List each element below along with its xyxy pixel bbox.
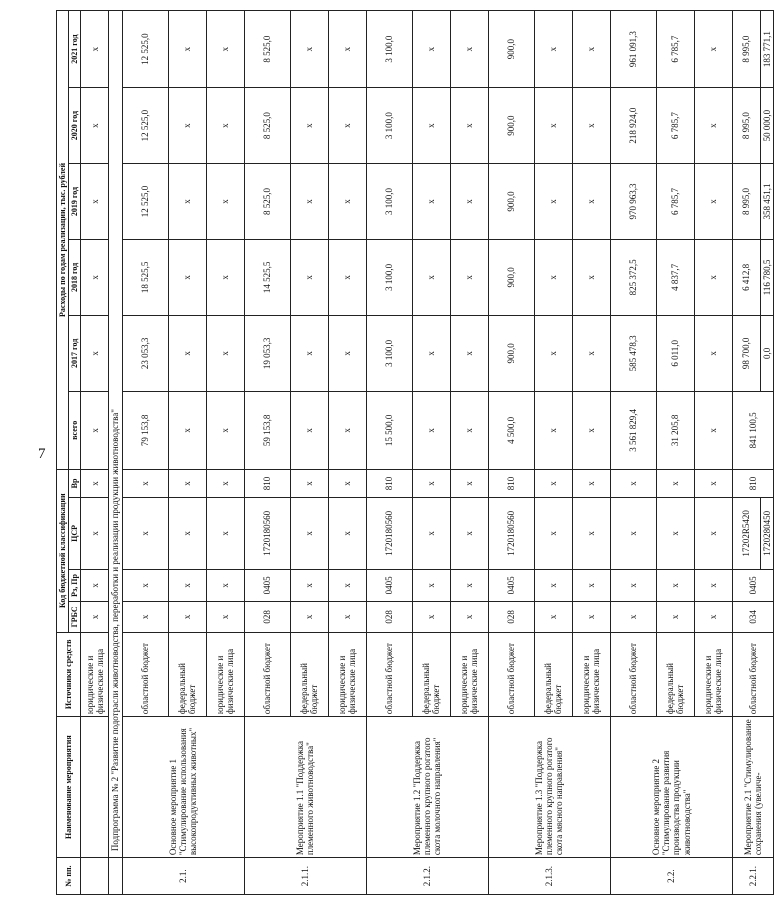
source-cell: юридические и физические лица: [572, 632, 610, 717]
cell: 4 500,0: [488, 391, 534, 469]
cell: x: [290, 164, 328, 240]
source-cell: юридические и физические лица: [694, 632, 732, 717]
cell: x: [450, 88, 488, 164]
cell: 15 500,0: [366, 391, 412, 469]
cell: x: [328, 469, 366, 497]
header-rzpr: Рз, Пр: [69, 569, 81, 602]
budget-table: [56, 10, 774, 895]
cell: 1720180560: [244, 498, 290, 570]
cell: 12 525,0: [122, 164, 168, 240]
subprogram-row: [109, 11, 122, 895]
cell: x: [412, 11, 450, 88]
header-num: № пп.: [57, 858, 81, 895]
header-2018: 2018 год: [69, 239, 81, 315]
cell: 900,0: [488, 239, 534, 315]
cell: 3 100,0: [366, 239, 412, 315]
cell: 1720180560: [488, 498, 534, 570]
cell: x: [81, 569, 109, 602]
cell: x: [534, 239, 572, 315]
cell: x: [450, 469, 488, 497]
cell: x: [572, 498, 610, 570]
cell: 116 780,5: [760, 239, 773, 315]
cell: x: [694, 315, 732, 391]
cell: x: [290, 569, 328, 602]
cell: x: [328, 602, 366, 632]
cell: x: [534, 602, 572, 632]
cell: 6 011,0: [656, 315, 694, 391]
cell: x: [450, 239, 488, 315]
cell: 8 995,0: [732, 88, 760, 164]
cell: 8 525,0: [244, 11, 290, 88]
cell: 6 412,8: [732, 239, 760, 315]
cell: x: [534, 391, 572, 469]
cell: x: [694, 498, 732, 570]
table-row: [366, 11, 412, 895]
cell: x: [81, 315, 109, 391]
cell: 79 153,8: [122, 391, 168, 469]
cell: x: [656, 602, 694, 632]
cell: x: [412, 469, 450, 497]
cell: x: [450, 498, 488, 570]
cell: 8 995,0: [732, 11, 760, 88]
cell: 900,0: [488, 88, 534, 164]
cell: 3 100,0: [366, 88, 412, 164]
subprogram-title: Подпрограмма № 2 "Развитие подотрасли животноводства, переработки и реализации продукции животноводства": [109, 11, 122, 858]
table-row: [732, 11, 760, 895]
table-row: [488, 11, 534, 895]
cell: 0,0: [760, 315, 773, 391]
cell: x: [694, 602, 732, 632]
cell: x: [206, 498, 244, 570]
cell: 19 053,3: [244, 315, 290, 391]
cell: x: [290, 11, 328, 88]
cell: x: [450, 164, 488, 240]
cell: 810: [244, 469, 290, 497]
cell: 218 924,0: [610, 88, 656, 164]
row-number: 2.1.: [122, 858, 244, 895]
measure-name: Мероприятие 1.1 "Поддержка племенного животноводства": [244, 717, 366, 858]
cell: x: [328, 569, 366, 602]
cell: x: [534, 88, 572, 164]
cell: x: [206, 164, 244, 240]
row-number: 2.1.2.: [366, 858, 488, 895]
row-number: 2.2.1.: [732, 858, 773, 895]
source-cell: юридические и физические лица: [450, 632, 488, 717]
cell: x: [122, 498, 168, 570]
cell: x: [572, 315, 610, 391]
rotated-page-content: [56, 10, 772, 895]
cell: 6 785,7: [656, 11, 694, 88]
measure-name: Основное мероприятие 1 "Стимулирование использования высокопродуктивных животных": [122, 717, 244, 858]
cell: x: [610, 498, 656, 570]
cell: 028: [244, 602, 290, 632]
header-expense-group: Расходы по годам реализации, тыс. рублей: [57, 11, 69, 470]
cell: 028: [366, 602, 412, 632]
cell: x: [328, 315, 366, 391]
cell: x: [328, 391, 366, 469]
row-number: 2.2.: [610, 858, 732, 895]
cell: x: [81, 11, 109, 88]
cell: x: [290, 315, 328, 391]
source-cell: федеральный бюджет: [412, 632, 450, 717]
source-cell: областной бюджет: [732, 632, 773, 717]
cell: x: [81, 239, 109, 315]
cell: 8 995,0: [732, 164, 760, 240]
cell: x: [412, 602, 450, 632]
cell: x: [534, 11, 572, 88]
cell: x: [328, 88, 366, 164]
cell: x: [412, 315, 450, 391]
cell: x: [694, 88, 732, 164]
cell: 3 100,0: [366, 11, 412, 88]
cell: x: [412, 569, 450, 602]
cell: 3 561 829,4: [610, 391, 656, 469]
cell: x: [206, 602, 244, 632]
cell: x: [168, 569, 206, 602]
header-grbs: ГРБС: [69, 602, 81, 632]
cell: x: [81, 164, 109, 240]
cell: 900,0: [488, 164, 534, 240]
cell: x: [328, 164, 366, 240]
cell: 810: [732, 469, 773, 497]
row-number: 2.1.1.: [244, 858, 366, 895]
table-row: [81, 11, 109, 895]
cell: x: [122, 469, 168, 497]
cell: x: [81, 498, 109, 570]
cell: x: [610, 469, 656, 497]
cell: x: [290, 391, 328, 469]
cell: 585 478,3: [610, 315, 656, 391]
cell: x: [206, 469, 244, 497]
cell: x: [168, 164, 206, 240]
cell: x: [290, 88, 328, 164]
cell: 841 100,5: [732, 391, 773, 469]
cell: x: [81, 602, 109, 632]
cell: 14 525,5: [244, 239, 290, 315]
cell: x: [168, 469, 206, 497]
source-cell: областной бюджет: [488, 632, 534, 717]
cell: x: [412, 88, 450, 164]
cell: x: [534, 469, 572, 497]
header-code-group: Код бюджетной классификации: [57, 469, 69, 632]
cell: x: [328, 239, 366, 315]
table-row: [122, 11, 168, 895]
source-cell: федеральный бюджет: [656, 632, 694, 717]
cell: x: [412, 239, 450, 315]
row-number: 2.1.3.: [488, 858, 610, 895]
cell: x: [206, 88, 244, 164]
cell: x: [572, 391, 610, 469]
cell: x: [168, 602, 206, 632]
cell: x: [412, 164, 450, 240]
cell: x: [450, 315, 488, 391]
cell: x: [206, 391, 244, 469]
cell: 18 525,5: [122, 239, 168, 315]
cell: x: [328, 498, 366, 570]
cell: x: [206, 11, 244, 88]
cell: x: [290, 239, 328, 315]
cell: x: [694, 469, 732, 497]
cell: 825 372,5: [610, 239, 656, 315]
cell: 0405: [488, 569, 534, 602]
source-cell: областной бюджет: [610, 632, 656, 717]
cell: x: [206, 569, 244, 602]
cell: x: [610, 569, 656, 602]
cell: x: [572, 88, 610, 164]
source-cell: юридические и физические лица: [81, 632, 109, 717]
cell: 50 000,0: [760, 88, 773, 164]
source-cell: областной бюджет: [122, 632, 168, 717]
cell: x: [450, 11, 488, 88]
measure-name: Мероприятие 1.3 "Поддержка племенного крупного рогатого скота мясного направления": [488, 717, 610, 858]
cell: 1720180560: [366, 498, 412, 570]
cell: x: [656, 569, 694, 602]
measure-name: Мероприятие 2.1 "Стимулирование сохранения (увеличе-: [732, 717, 773, 858]
cell: x: [572, 11, 610, 88]
header-2017: 2017 год: [69, 315, 81, 391]
cell: 810: [366, 469, 412, 497]
cell: 0405: [366, 569, 412, 602]
cell: x: [534, 498, 572, 570]
measure-name: Основное мероприятие 2 "Стимулирование развития производства продукции животноводства": [610, 717, 732, 858]
source-cell: областной бюджет: [244, 632, 290, 717]
cell: x: [412, 391, 450, 469]
cell: 3 100,0: [366, 164, 412, 240]
cell: x: [534, 164, 572, 240]
cell: 900,0: [488, 11, 534, 88]
source-cell: областной бюджет: [366, 632, 412, 717]
cell: 183 771,1: [760, 11, 773, 88]
cell: 970 963,3: [610, 164, 656, 240]
cell: x: [328, 11, 366, 88]
header-csr: ЦСР: [69, 498, 81, 570]
cell: x: [168, 391, 206, 469]
cell: x: [572, 469, 610, 497]
cell: 12 525,0: [122, 11, 168, 88]
cell: x: [694, 569, 732, 602]
measure-name: Мероприятие 1.2 "Поддержка племенного крупного рогатого скота молочного направления": [366, 717, 488, 858]
cell: x: [206, 239, 244, 315]
cell: 3 100,0: [366, 315, 412, 391]
cell: 034: [732, 602, 773, 632]
table-row: [610, 11, 656, 895]
cell: x: [572, 569, 610, 602]
header-2019: 2019 год: [69, 164, 81, 240]
cell: x: [168, 315, 206, 391]
cell: x: [206, 315, 244, 391]
cell: x: [168, 239, 206, 315]
header-total: всего: [69, 391, 81, 469]
cell: x: [694, 164, 732, 240]
cell: 12 525,0: [122, 88, 168, 164]
header-vr: Вр: [69, 469, 81, 497]
cell: 59 153,8: [244, 391, 290, 469]
cell: x: [534, 315, 572, 391]
cell: 4 837,7: [656, 239, 694, 315]
cell: x: [694, 11, 732, 88]
cell: x: [81, 88, 109, 164]
cell: x: [656, 469, 694, 497]
cell: x: [290, 498, 328, 570]
cell: x: [81, 391, 109, 469]
cell: 6 785,7: [656, 88, 694, 164]
source-cell: юридические и физические лица: [206, 632, 244, 717]
source-cell: юридические и физические лица: [328, 632, 366, 717]
cell: x: [450, 569, 488, 602]
source-cell: федеральный бюджет: [168, 632, 206, 717]
cell: x: [610, 602, 656, 632]
cell: x: [81, 469, 109, 497]
cell: 8 525,0: [244, 88, 290, 164]
cell: 98 700,0: [732, 315, 760, 391]
header-name: Наименование мероприятия: [57, 717, 81, 858]
source-cell: федеральный бюджет: [290, 632, 328, 717]
cell: x: [122, 602, 168, 632]
cell: 0405: [732, 569, 773, 602]
cell: x: [656, 498, 694, 570]
source-cell: федеральный бюджет: [534, 632, 572, 717]
cell: x: [168, 88, 206, 164]
cell: 0405: [244, 569, 290, 602]
page-number: 7: [38, 446, 46, 462]
cell: x: [694, 239, 732, 315]
cell: 8 525,0: [244, 164, 290, 240]
header-2020: 2020 год: [69, 88, 81, 164]
cell: x: [572, 164, 610, 240]
cell: 961 091,3: [610, 11, 656, 88]
cell: x: [168, 11, 206, 88]
cell: x: [122, 569, 168, 602]
cell: x: [572, 602, 610, 632]
cell: 358 451,1: [760, 164, 773, 240]
cell: x: [168, 498, 206, 570]
table-row: [244, 11, 290, 895]
cell: x: [450, 602, 488, 632]
cell: x: [290, 469, 328, 497]
cell: 028: [488, 602, 534, 632]
cell: 1720280450: [760, 498, 773, 570]
cell: 23 053,3: [122, 315, 168, 391]
cell: x: [412, 498, 450, 570]
cell: x: [450, 391, 488, 469]
header-source: Источники средств: [57, 632, 81, 717]
cell: x: [572, 239, 610, 315]
cell: 17202R5420: [732, 498, 760, 570]
cell: 900,0: [488, 315, 534, 391]
header-2021: 2021 год: [69, 11, 81, 88]
cell: x: [290, 602, 328, 632]
cell: 810: [488, 469, 534, 497]
cell: 31 205,8: [656, 391, 694, 469]
cell: x: [534, 569, 572, 602]
cell: x: [694, 391, 732, 469]
cell: 6 785,7: [656, 164, 694, 240]
